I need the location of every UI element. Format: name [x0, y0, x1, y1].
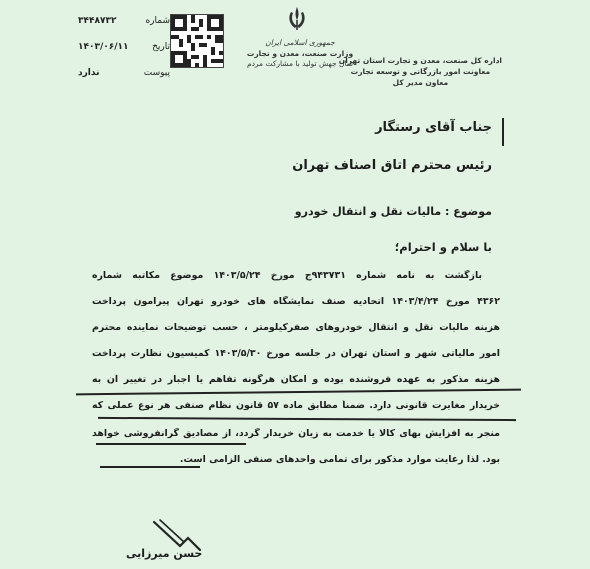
- body-line: هزینه مالیات نقل و انتقال خودروهای صفرکیلومتر ، حسب توضیحات نماینده محترم: [92, 322, 500, 333]
- body-line: امور مالیاتی شهر و استان تهران در جلسه مورخ ۱۴۰۳/۵/۳۰ کمیسیون نظارت پرداخت: [92, 348, 500, 359]
- government-line: وزارت صنعت، معدن و تجارت: [246, 48, 354, 58]
- ministry-line: معاونت امور بازرگانی و توسعه تجارت: [350, 67, 491, 76]
- ministry-header: [339, 55, 502, 88]
- letter-attachment-value: ندارد: [78, 68, 100, 78]
- letter-date-label: تاریخ: [152, 42, 170, 52]
- body-line: بود. لذا رعایت موارد مذکور برای تمامی واحدهای صنفی الزامی است.: [179, 454, 500, 465]
- underline-rule: [98, 417, 516, 421]
- letter-number-label: شماره: [145, 16, 170, 26]
- addressee-title: جناب آقای رستگار: [375, 120, 492, 135]
- letter-meta: [78, 8, 170, 86]
- body-line: هزینه مذکور به عهده فروشنده بوده و امکان هرگونه تفاهم یا اجبار در تغییر آن به: [92, 374, 500, 385]
- greeting: با سلام و احترام؛: [394, 240, 492, 254]
- underline-rule: [96, 443, 246, 445]
- letter-date-value: ۱۴۰۳/۰۶/۱۱: [78, 42, 129, 52]
- government-line: جمهوری اسلامی ایران: [265, 38, 335, 47]
- addressee-position: رئیس محترم اتاق اصناف تهران: [292, 158, 492, 173]
- qr-code: [170, 14, 224, 68]
- ministry-line: معاون مدیر کل: [392, 78, 449, 87]
- letter-date-row: [78, 34, 170, 60]
- subject-label: موضوع: [453, 205, 492, 218]
- letter-attachment-label: پیوست: [143, 68, 170, 78]
- body-line: خریدار مغایرت قانونی دارد. ضمناً مطابق ماده ۵۷ قانون نظام صنفی هر نوع عملی که: [92, 400, 500, 411]
- signatory-name: حسن میرزایی: [126, 547, 203, 560]
- letter-number-row: [78, 8, 170, 34]
- letter-attachment-row: [78, 60, 170, 86]
- body-line: بازگشت به نامه شماره ۹۴۳۷۳۱ج مورخ ۱۴۰۳/۵/۲۴ موضوع مکاتبه شماره: [92, 270, 482, 281]
- ministry-line: اداره کل صنعت، معدن و تجارت استان تهران: [338, 56, 502, 65]
- body-line: منجر به افزایش بهای کالا یا خدمت به زیان خریدار گردد، از مصادیق گرانفروشی خواهد: [92, 428, 500, 439]
- underline-rule: [100, 466, 200, 468]
- subject-text: مالیات نقل و انتقال خودرو: [294, 205, 442, 218]
- emblem-icon: [282, 4, 312, 34]
- government-header: [238, 38, 362, 70]
- body-line: ۴۳۶۲ مورخ ۱۴۰۳/۴/۲۴ اتحادیه صنف نمایشگاه های خودرو تهران پیرامون پرداخت: [92, 296, 500, 307]
- underline-rule: [76, 389, 521, 396]
- letter-number-value: ۳۴۴۸۷۳۲: [78, 16, 117, 26]
- subject-line: موضوع : مالیات نقل و انتقال خودرو: [294, 205, 492, 218]
- government-line: سال جهش تولید با مشارکت مردم: [246, 59, 354, 68]
